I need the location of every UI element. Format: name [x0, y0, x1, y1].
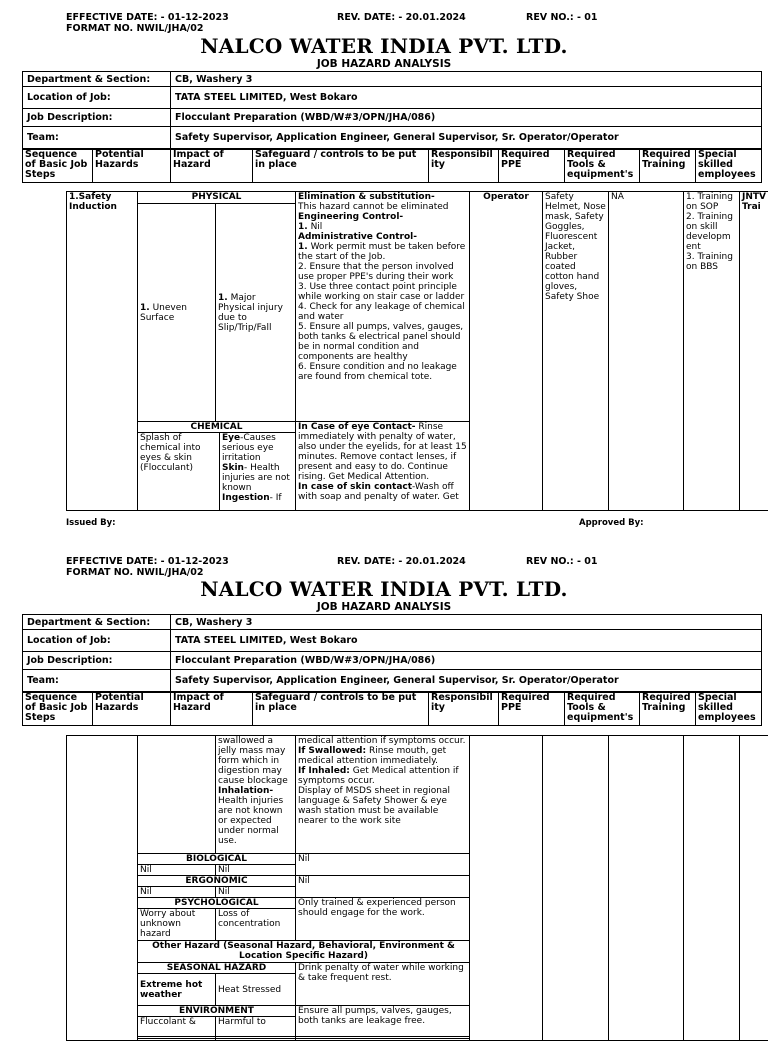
effective-date-page-2: EFFECTIVE DATE: - 01-12-2023 [66, 556, 229, 567]
chemical-hazard: Splash of chemical into eyes & skin (Flocculant) [138, 433, 220, 510]
seasonal-section-label: SEASONAL HAZARD [138, 963, 296, 974]
team-value: Safety Supervisor, Application Engineer, General Supervisor, Sr. Operator/Operator [171, 127, 762, 149]
skin-label: Skin [222, 463, 244, 473]
column-header-ppe: Required PPE [499, 150, 565, 183]
admin-item-1-number: 1. [298, 242, 308, 252]
inhalation-text: Health injuries are not known or expected under normal use. [218, 796, 283, 846]
location-label: Location of Job: [23, 87, 171, 109]
tools-continuation [609, 736, 684, 1041]
department-label: Department & Section: [23, 72, 171, 87]
hazard-table-page-1 [66, 191, 768, 511]
column-header-responsibility-page-2: Responsibil ity [429, 693, 499, 726]
job-header-table-page-2 [22, 614, 762, 692]
seasonal-safeguard: Drink penalty of water while working & take frequent rest. [296, 963, 470, 1006]
physical-safeguard [296, 192, 470, 422]
biological-impact: Nil [216, 865, 296, 876]
column-header-responsibility: Responsibil ity [429, 150, 499, 183]
biological-section-label: BIOLOGICAL [138, 854, 296, 865]
ergonomic-section-label: ERGONOMIC [138, 876, 296, 887]
column-header-table-page-2 [22, 692, 762, 726]
special-continuation [740, 736, 768, 1041]
eye-contact-title: In Case of eye Contact- [298, 422, 416, 432]
column-header-hazards-page-2: Potential Hazards [93, 693, 171, 726]
elimination-title: Elimination & substitution- [298, 192, 435, 202]
ppe-continuation [543, 736, 609, 1041]
environment-impact: Harmful to [216, 1017, 296, 1037]
job-description-value: Flocculant Preparation (WBD/W#3/OPN/JHA/086) [171, 109, 762, 127]
location-value-page-2: TATA STEEL LIMITED, West Bokaro [171, 630, 762, 652]
physical-impact-text: Major Physical injury due to Slip/Trip/Fall [218, 293, 283, 333]
environment-hazard: Fluccolant & [138, 1017, 216, 1037]
column-header-tools-page-2: Required Tools & equipment's [565, 693, 640, 726]
physical-impact [216, 204, 296, 422]
effective-date: EFFECTIVE DATE: - 01-12-2023 [66, 12, 229, 23]
responsibility-value: Operator [470, 192, 543, 511]
column-header-impact: Impact of Hazard [171, 150, 253, 183]
administrative-title: Administrative Control- [298, 232, 417, 242]
physical-hazard [138, 204, 216, 422]
engineering-text: Nil [311, 222, 323, 232]
swallowed-title: If Swallowed: [298, 746, 366, 756]
step-continuation [67, 736, 138, 1041]
environment-section-label: ENVIRONMENT [138, 1006, 296, 1017]
ingestion-continuation: swallowed a jelly mass may form which in digestion may cause blockage [218, 736, 288, 786]
column-header-special-page-2: Special skilled employees [696, 693, 762, 726]
environment-safeguard: Ensure all pumps, valves, gauges, both tanks are leakage free. [296, 1006, 470, 1037]
inhaled-title: If Inhaled: [298, 766, 350, 776]
biological-safeguard: Nil [296, 854, 470, 876]
column-header-tools: Required Tools & equipment's [565, 150, 640, 183]
eye-contact-text: Rinse immediately with penalty of water, also under the eyelids, for at least 15 minutes. Remove contact lenses, if present and easy to do. Continue rising. Get Medical Attention. [298, 422, 467, 482]
ingestion-text: - If [270, 493, 282, 503]
column-header-special: Special skilled employees [696, 150, 762, 183]
revision-date-page-2: REV. DATE: - 20.01.2024 [337, 556, 466, 567]
skin-contact-text: -Wash off with soap and penalty of water. Get [298, 482, 459, 502]
ingestion-label: Ingestion [222, 493, 270, 503]
training-continuation [684, 736, 740, 1041]
ppe-value: Safety Helmet, Nose mask, Safety Goggles, Fluorescent Jacket, Rubber coated cotton hand gloves, Safety Shoe [543, 192, 609, 511]
chemical-safeguard [296, 422, 470, 511]
eye-label: Eye [222, 433, 240, 443]
engineering-number: 1. [298, 222, 308, 232]
document-subtitle-page-2: JOB HAZARD ANALYSIS [0, 601, 768, 613]
job-header-table [22, 71, 762, 149]
column-header-training: Required Training [640, 150, 696, 183]
inhalation-label: Inhalation- [218, 786, 273, 796]
tools-value: NA [609, 192, 684, 511]
team-label: Team: [23, 127, 171, 149]
job-step: 1.Safety Induction [67, 192, 138, 511]
department-label-page-2: Department & Section: [23, 615, 171, 630]
chemical-section [138, 422, 296, 511]
admin-item-1: Work permit must be taken before the start of the Job. [298, 242, 465, 262]
location-label-page-2: Location of Job: [23, 630, 171, 652]
ergonomic-safeguard: Nil [296, 876, 470, 898]
admin-item-6: 6. Ensure condition and no leakage are found from chemical tote. [298, 362, 457, 382]
responsibility-continuation [470, 736, 543, 1041]
company-name: NALCO WATER INDIA PVT. LTD. [0, 34, 768, 58]
engineering-title: Engineering Control- [298, 212, 403, 222]
admin-item-3: 3. Use three contact point principle while working on stair case or ladder [298, 282, 464, 302]
seasonal-impact: Heat Stressed [216, 974, 296, 1006]
issued-by-label: Issued By: [66, 518, 116, 528]
ergonomic-impact: Nil [216, 887, 296, 898]
job-description-value-page-2: Flocculant Preparation (WBD/W#3/OPN/JHA/086) [171, 652, 762, 670]
column-header-safeguard: Safeguard / controls to be put in place [253, 150, 429, 183]
chemical-impact-continuation [216, 736, 296, 854]
chemical-impact [220, 433, 295, 510]
msds-text: Display of MSDS sheet in regional language & Safety Shower & eye wash station must be available nearer to the work site [298, 786, 450, 826]
column-header-sequence: Sequence of Basic Job Steps [23, 150, 93, 183]
revision-number-page-2: REV NO.: - 01 [526, 556, 597, 567]
document-subtitle: JOB HAZARD ANALYSIS [0, 58, 768, 70]
physical-hazard-text: Uneven Surface [140, 303, 187, 323]
column-header-hazards: Potential Hazards [93, 150, 171, 183]
hazard-table-page-2 [66, 735, 768, 1041]
department-value: CB, Washery 3 [171, 72, 762, 87]
column-header-impact-page-2: Impact of Hazard [171, 693, 253, 726]
format-number: FORMAT NO. NWIL/JHA/02 [66, 23, 204, 34]
psychological-safeguard: Only trained & experienced person should engage for the work. [296, 898, 470, 941]
department-value-page-2: CB, Washery 3 [171, 615, 762, 630]
eye-text: -Causes serious eye irritation [222, 433, 276, 463]
training-value: 1. Training on SOP 2. Training on skill developm ent 3. Training on BBS [684, 192, 740, 511]
chemical-section-label: CHEMICAL [138, 422, 295, 433]
psychological-section-label: PSYCHOLOGICAL [138, 898, 296, 909]
skin-contact-title: In case of skin contact [298, 482, 412, 492]
column-header-safeguard-page-2: Safeguard / controls to be put in place [253, 693, 429, 726]
seasonal-hazard: Extreme hot weather [138, 974, 216, 1006]
other-hazard-label: Other Hazard (Seasonal Hazard, Behavioral, Environment & Location Specific Hazard) [138, 941, 470, 963]
admin-item-5: 5. Ensure all pumps, valves, gauges, both tanks & electrical panel should be in normal condition and components are healthy [298, 322, 463, 362]
special-skill-value: JNTV Trai [740, 192, 768, 511]
revision-number: REV NO.: - 01 [526, 12, 597, 23]
skin-contact-continuation: medical attention if symptoms occur. [298, 736, 465, 746]
location-value: TATA STEEL LIMITED, West Bokaro [171, 87, 762, 109]
chemical-hazard-continuation [138, 736, 216, 854]
column-header-sequence-page-2: Sequence of Basic Job Steps [23, 693, 93, 726]
ergonomic-hazard: Nil [138, 887, 216, 898]
format-number-page-2: FORMAT NO. NWIL/JHA/02 [66, 567, 204, 578]
approved-by-label: Approved By: [579, 518, 644, 528]
column-header-table [22, 149, 762, 183]
inhaled-text: Get Medical attention if symptoms occur. [298, 766, 459, 786]
revision-date: REV. DATE: - 20.01.2024 [337, 12, 466, 23]
skin-text: - Health injuries are not known [222, 463, 290, 493]
physical-impact-number: 1. [218, 293, 228, 303]
team-value-page-2: Safety Supervisor, Application Engineer, General Supervisor, Sr. Operator/Operator [171, 670, 762, 692]
job-description-label-page-2: Job Description: [23, 652, 171, 670]
swallowed-text: Rinse mouth, get medical attention immediately. [298, 746, 446, 766]
job-description-label: Job Description: [23, 109, 171, 127]
admin-item-4: 4. Check for any leakage of chemical and water [298, 302, 465, 322]
chemical-safeguard-continuation [296, 736, 470, 854]
team-label-page-2: Team: [23, 670, 171, 692]
physical-hazard-number: 1. [140, 303, 150, 313]
admin-item-2: 2. Ensure that the person involved use proper PPE's during their work [298, 262, 454, 282]
column-header-ppe-page-2: Required PPE [499, 693, 565, 726]
physical-section-label: PHYSICAL [138, 192, 296, 204]
biological-hazard: Nil [138, 865, 216, 876]
company-name-page-2: NALCO WATER INDIA PVT. LTD. [0, 577, 768, 601]
psychological-hazard: Worry about unknown hazard [138, 909, 216, 941]
column-header-training-page-2: Required Training [640, 693, 696, 726]
psychological-impact: Loss of concentration [216, 909, 296, 941]
elimination-text: This hazard cannot be eliminated [298, 202, 449, 212]
